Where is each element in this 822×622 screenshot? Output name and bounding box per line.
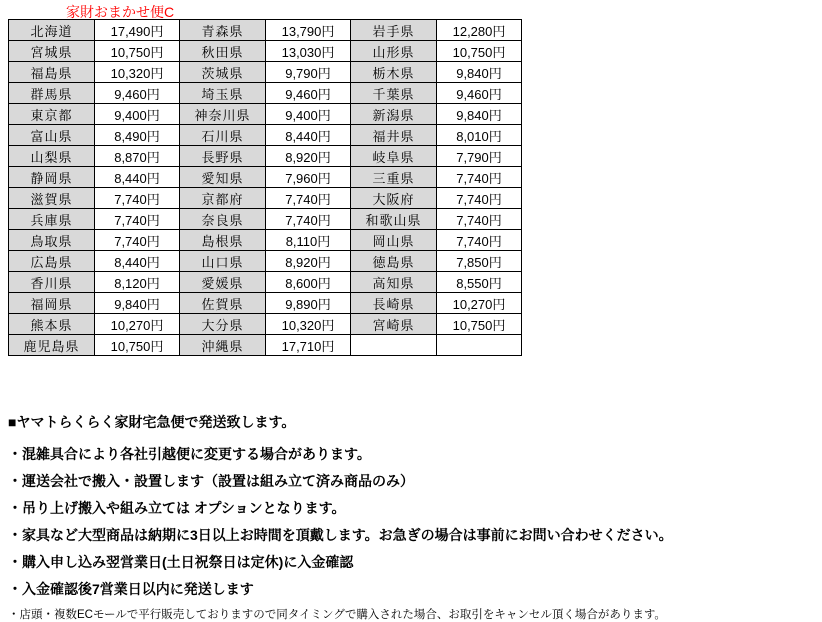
prefecture-cell: 奈良県 [180,209,266,230]
price-cell: 17,490円 [95,20,180,41]
notes-list [8,444,808,599]
table-row [9,167,522,188]
note-line: ・吊り上げ搬入や組み立ては オプションとなります。 [8,500,346,516]
price-cell: 8,120円 [95,272,180,293]
prefecture-cell: 山形県 [351,41,437,62]
price-cell: 8,870円 [95,146,180,167]
prefecture-cell: 埼玉県 [180,83,266,104]
price-cell: 8,920円 [266,146,351,167]
prefecture-cell: 沖縄県 [180,335,266,356]
table-row [9,272,522,293]
price-cell: 9,400円 [266,104,351,125]
prefecture-cell: 大阪府 [351,188,437,209]
prefecture-cell: 東京都 [9,104,95,125]
table-row [9,125,522,146]
prefecture-cell: 長崎県 [351,293,437,314]
price-cell: 7,740円 [95,209,180,230]
prefecture-cell: 宮崎県 [351,314,437,335]
prefecture-cell: 栃木県 [351,62,437,83]
table-body [9,20,522,356]
price-cell: 10,750円 [437,41,522,62]
prefecture-cell: 富山県 [9,125,95,146]
prefecture-cell: 群馬県 [9,83,95,104]
table-row [9,104,522,125]
notes-section [8,412,808,622]
prefecture-cell: 千葉県 [351,83,437,104]
prefecture-cell: 福島県 [9,62,95,83]
prefecture-cell: 京都府 [180,188,266,209]
prefecture-cell: 岡山県 [351,230,437,251]
price-cell: 7,740円 [437,167,522,188]
prefecture-cell: 長野県 [180,146,266,167]
price-cell: 7,740円 [266,209,351,230]
note-line: ・購入申し込み翌営業日(土日祝祭日は定休)に入金確認 [8,554,354,570]
price-cell: 8,110円 [266,230,351,251]
price-cell: 12,280円 [437,20,522,41]
empty-cell [351,335,437,356]
price-cell: 8,550円 [437,272,522,293]
price-cell: 7,740円 [437,188,522,209]
prefecture-cell: 福井県 [351,125,437,146]
prefecture-cell: 佐賀県 [180,293,266,314]
table-row [9,188,522,209]
price-cell: 8,920円 [266,251,351,272]
table-row [9,251,522,272]
table-row [9,41,522,62]
note-line: ・家具など大型商品は納期に3日以上お時間を頂戴します。お急ぎの場合は事前にお問い合わせください。 [8,527,673,543]
prefecture-cell: 熊本県 [9,314,95,335]
table-row [9,62,522,83]
price-cell: 7,740円 [437,209,522,230]
price-cell: 9,890円 [266,293,351,314]
prefecture-cell: 新潟県 [351,104,437,125]
price-cell: 10,270円 [95,314,180,335]
prefecture-cell: 愛知県 [180,167,266,188]
table-row [9,335,522,356]
price-cell: 9,840円 [437,62,522,83]
prefecture-cell: 島根県 [180,230,266,251]
price-cell: 7,790円 [437,146,522,167]
price-cell: 8,440円 [95,167,180,188]
prefecture-cell: 鹿児島県 [9,335,95,356]
page-title: 家財おまかせ便C [66,4,175,20]
price-cell: 9,840円 [437,104,522,125]
price-cell: 10,750円 [95,41,180,62]
price-cell: 7,960円 [266,167,351,188]
prefecture-cell: 石川県 [180,125,266,146]
price-cell: 8,600円 [266,272,351,293]
price-cell: 9,460円 [95,83,180,104]
table-row [9,209,522,230]
prefecture-cell: 広島県 [9,251,95,272]
table-row [9,314,522,335]
prefecture-cell: 大分県 [180,314,266,335]
price-cell: 8,010円 [437,125,522,146]
prefecture-cell: 香川県 [9,272,95,293]
price-cell: 7,850円 [437,251,522,272]
table-row [9,293,522,314]
prefecture-cell: 鳥取県 [9,230,95,251]
table-row [9,230,522,251]
prefecture-cell: 愛媛県 [180,272,266,293]
prefecture-cell: 高知県 [351,272,437,293]
notes-disclaimer: ・店頭・複数ECモールで平行販売しておりますので同タイミングで購入された場合、お取引をキャンセル頂く場合があります。 [8,609,666,621]
price-cell: 10,320円 [266,314,351,335]
table-row [9,83,522,104]
prefecture-cell: 青森県 [180,20,266,41]
prefecture-cell: 三重県 [351,167,437,188]
price-cell: 7,740円 [95,230,180,251]
price-cell: 9,840円 [95,293,180,314]
note-line: ・混雑具合により各社引越便に変更する場合があります。 [8,446,371,462]
prefecture-cell: 秋田県 [180,41,266,62]
prefecture-cell: 静岡県 [9,167,95,188]
price-cell: 8,440円 [266,125,351,146]
notes-heading: ■ヤマトらくらく家財宅急便で発送致します。 [8,414,296,430]
price-cell: 7,740円 [95,188,180,209]
price-cell: 9,460円 [266,83,351,104]
price-cell: 10,750円 [437,314,522,335]
price-cell: 10,270円 [437,293,522,314]
price-cell: 9,400円 [95,104,180,125]
prefecture-cell: 宮城県 [9,41,95,62]
prefecture-cell: 岐阜県 [351,146,437,167]
table-row [9,146,522,167]
prefecture-cell: 和歌山県 [351,209,437,230]
prefecture-cell: 福岡県 [9,293,95,314]
price-cell: 8,440円 [95,251,180,272]
prefecture-cell: 兵庫県 [9,209,95,230]
empty-cell [437,335,522,356]
prefecture-cell: 北海道 [9,20,95,41]
shipping-fee-table [8,19,522,356]
price-cell: 9,460円 [437,83,522,104]
note-line: ・入金確認後7営業日以内に発送します [8,581,254,597]
prefecture-cell: 茨城県 [180,62,266,83]
price-cell: 9,790円 [266,62,351,83]
price-cell: 10,320円 [95,62,180,83]
price-cell: 17,710円 [266,335,351,356]
price-cell: 13,790円 [266,20,351,41]
note-line: ・運送会社で搬入・設置します（設置は組み立て済み商品のみ） [8,473,414,489]
price-cell: 10,750円 [95,335,180,356]
table-row [9,20,522,41]
prefecture-cell: 山口県 [180,251,266,272]
prefecture-cell: 神奈川県 [180,104,266,125]
prefecture-cell: 山梨県 [9,146,95,167]
price-cell: 7,740円 [266,188,351,209]
price-cell: 7,740円 [437,230,522,251]
prefecture-cell: 滋賀県 [9,188,95,209]
prefecture-cell: 岩手県 [351,20,437,41]
prefecture-cell: 徳島県 [351,251,437,272]
price-cell: 13,030円 [266,41,351,62]
price-cell: 8,490円 [95,125,180,146]
